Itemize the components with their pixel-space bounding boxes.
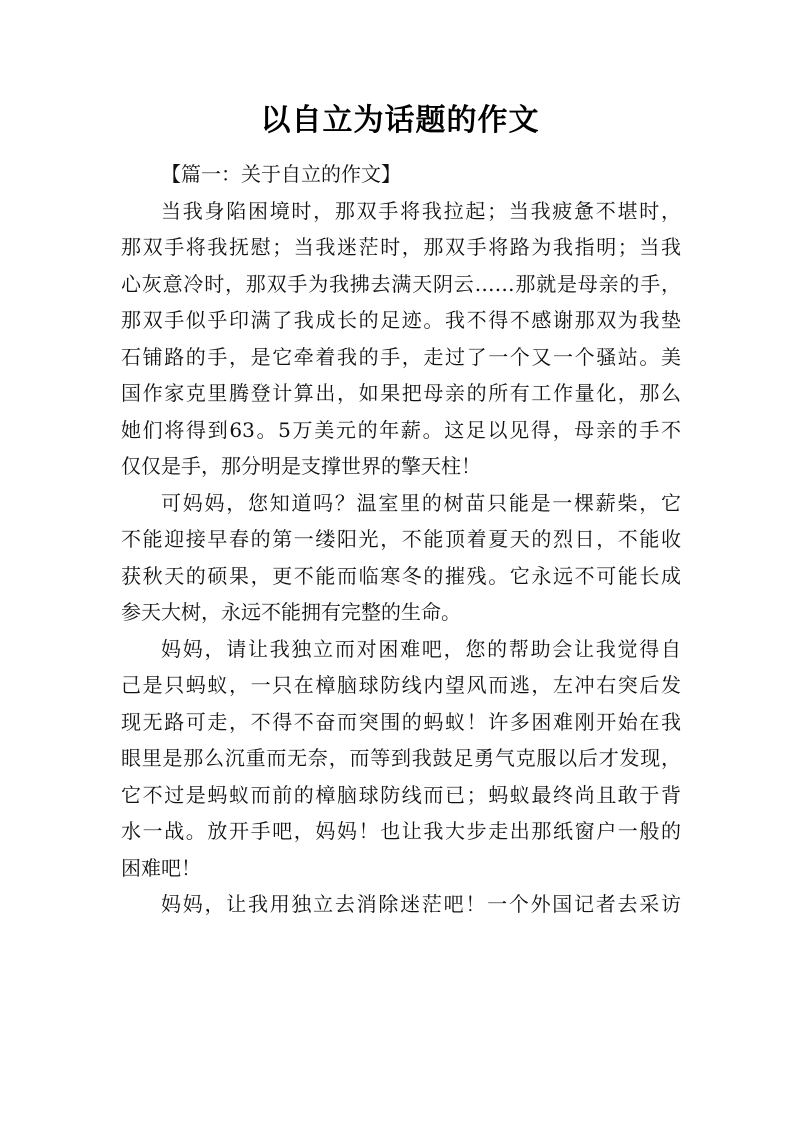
paragraph-line: 那双手将我抚慰；当我迷茫时，那双手将路为我指明；当我 [121, 235, 681, 259]
paragraph-line: 那双手似乎印满了我成长的足迹。我不得不感谢那双为我垫 [121, 308, 681, 332]
document-body [121, 156, 681, 923]
paragraph-line: 眼里是那么沉重而无奈，而等到我鼓足勇气克服以后才发现， [121, 746, 681, 770]
paragraph-4 [121, 886, 681, 923]
paragraph-line: 妈妈，让我用独立去消除迷茫吧！一个外国记者去采访 [161, 892, 681, 916]
paragraph-line: 困难吧！ [121, 855, 201, 880]
paragraph-line: 不能迎接早春的第一缕阳光，不能顶着夏天的烈日，不能收 [121, 527, 681, 551]
document-title: 以自立为话题的作文 [260, 103, 540, 138]
paragraph-line: 现无路可走，不得不奋而突围的蚂蚁！许多困难刚开始在我 [121, 709, 681, 734]
paragraph-line: 参天大树，永远不能拥有完整的生命。 [121, 600, 461, 624]
paragraph-1 [121, 193, 681, 485]
paragraph-3 [121, 631, 681, 887]
paragraph-line: 可妈妈，您知道吗？温室里的树苗只能是一棵薪柴，它 [161, 490, 681, 515]
paragraph-line: 它不过是蚂蚁而前的樟脑球防线而已；蚂蚁最终尚且敢于背 [121, 782, 681, 807]
paragraph-line: 妈妈，请让我独立而对困难吧，您的帮助会让我觉得自 [161, 636, 681, 661]
paragraph-line: 己是只蚂蚁，一只在樟脑球防线内望风而逃，左冲右突后发 [121, 673, 681, 697]
paragraph-line: 石铺路的手，是它牵着我的手，走过了一个又一个骚站。美 [121, 344, 681, 369]
paragraph-line: 国作家克里腾登计算出，如果把母亲的所有工作量化，那么 [121, 381, 681, 405]
section-heading: 【篇一：关于自立的作文】 [161, 162, 401, 186]
paragraph-line: 仅仅是手，那分明是支撑世界的擎天柱！ [121, 454, 481, 478]
paragraph-2 [121, 485, 681, 631]
paragraph-line: 当我身陷困境时，那双手将我拉起；当我疲惫不堪时， [161, 198, 681, 223]
paragraph-line: 心灰意冷时，那双手为我拂去满天阴云……那就是母亲的手， [121, 271, 681, 296]
paragraph-line: 获秋天的硕果，更不能而临寒冬的摧残。它永远不可能长成 [121, 563, 681, 588]
paragraph-line: 水一战。放开手吧，妈妈！也让我大步走出那纸窗户一般的 [121, 819, 681, 843]
paragraph-line: 她们将得到63。5万美元的年薪。这足以见得，母亲的手不 [121, 417, 681, 442]
